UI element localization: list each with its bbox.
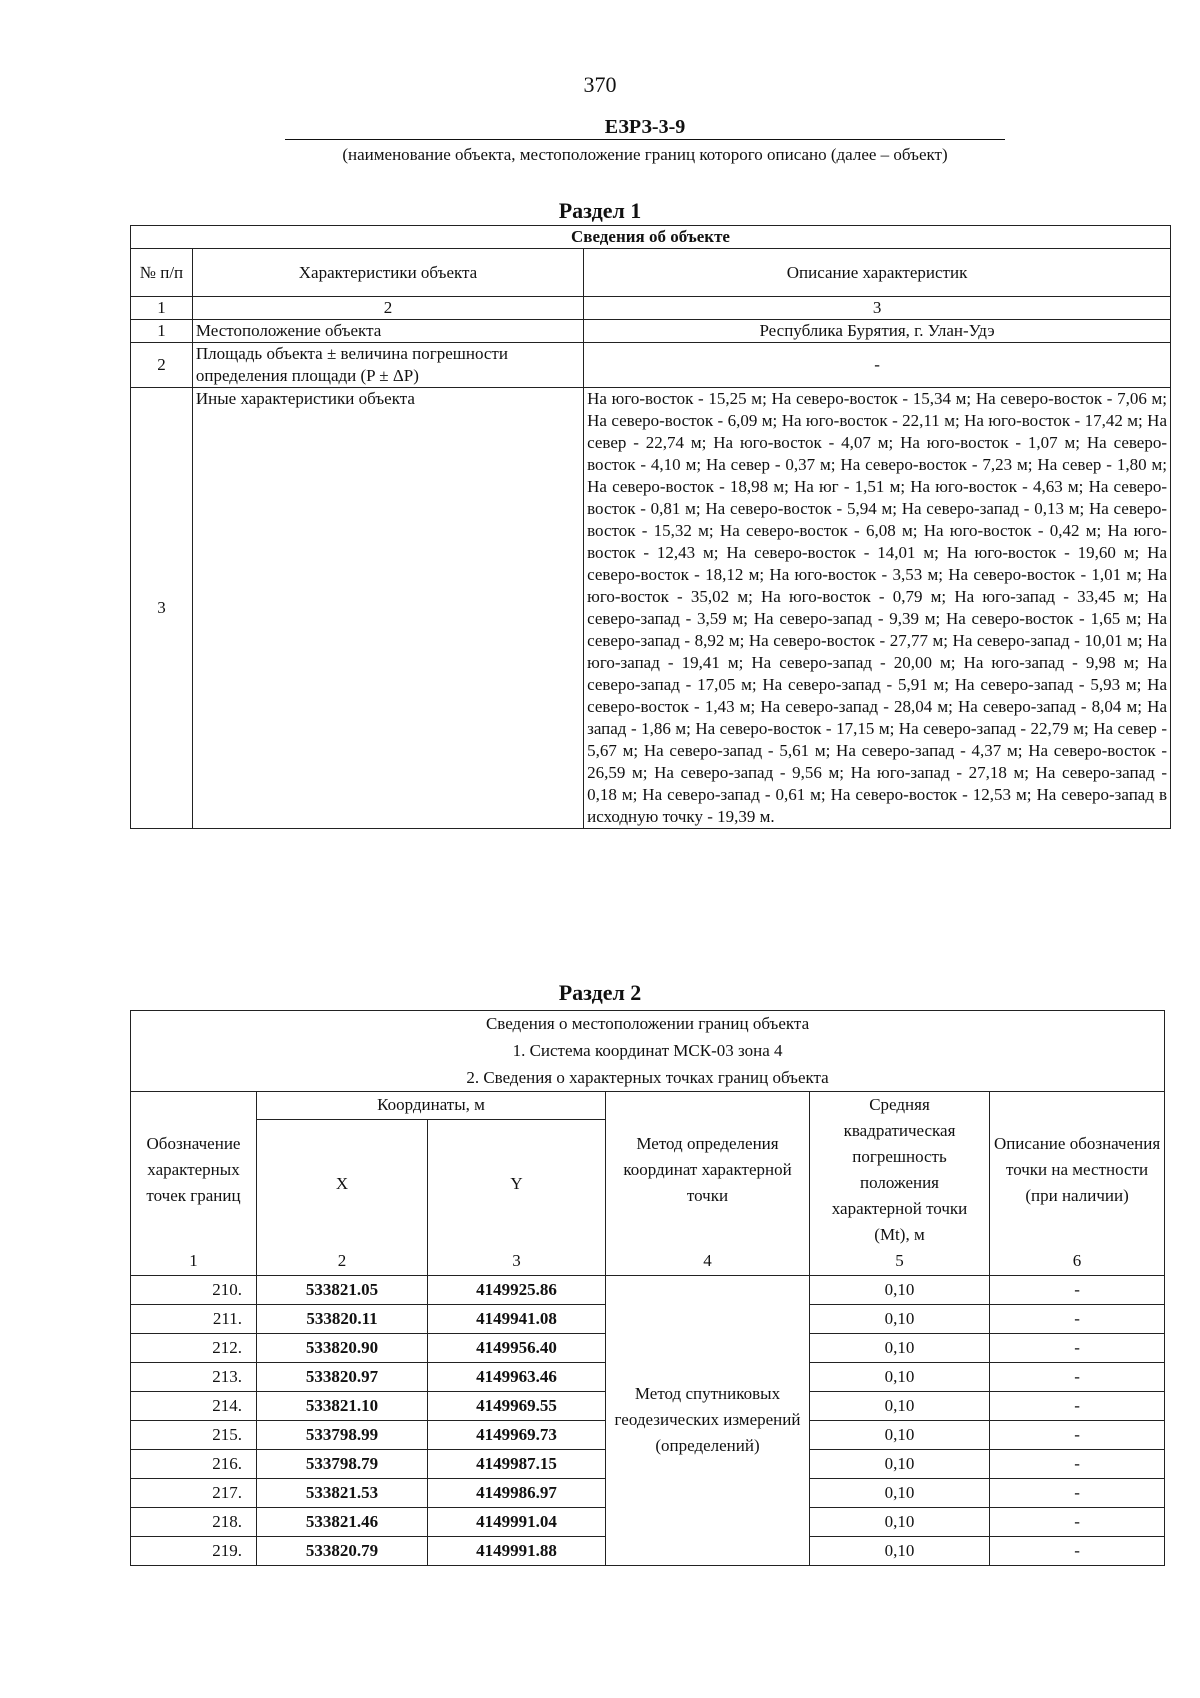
- point-id: 214.: [131, 1391, 257, 1420]
- point-id: 216.: [131, 1449, 257, 1478]
- point-y: 4149969.73: [428, 1420, 606, 1449]
- point-desc: -: [990, 1536, 1165, 1565]
- point-mt: 0,10: [810, 1304, 990, 1333]
- point-x: 533820.11: [257, 1304, 428, 1333]
- object-name-caption: (наименование объекта, местоположение границ которого описано (далее – объект): [342, 145, 948, 164]
- row-value: Республика Бурятия, г. Улан-Удэ: [584, 320, 1171, 343]
- point-y: 4149991.88: [428, 1536, 606, 1565]
- row-name: Местоположение объекта: [192, 320, 583, 343]
- section2-heading1: Сведения о местоположении границ объекта: [131, 1011, 1165, 1038]
- header-description: Описание характеристик: [584, 249, 1171, 297]
- col-number: 2: [192, 297, 583, 320]
- col-error-header: Средняя квадратическая погрешность положения характерной точки (Mt), м: [810, 1092, 990, 1249]
- point-y: 4149991.04: [428, 1507, 606, 1536]
- point-id: 218.: [131, 1507, 257, 1536]
- point-id: 219.: [131, 1536, 257, 1565]
- point-x: 533821.10: [257, 1391, 428, 1420]
- point-id: 210.: [131, 1275, 257, 1304]
- point-mt: 0,10: [810, 1391, 990, 1420]
- header-num: № п/п: [131, 249, 193, 297]
- section2-table: [130, 1010, 1165, 1566]
- table-row: [131, 1275, 1165, 1304]
- point-mt: 0,10: [810, 1362, 990, 1391]
- col-coords-header: Координаты, м: [257, 1092, 606, 1120]
- row-value: -: [584, 343, 1171, 388]
- section2-heading3: 2. Сведения о характерных точках границ объекта: [131, 1065, 1165, 1092]
- col-number: 2: [257, 1248, 428, 1275]
- point-y: 4149963.46: [428, 1362, 606, 1391]
- point-y: 4149986.97: [428, 1478, 606, 1507]
- col-number: 1: [131, 1248, 257, 1275]
- col-number: 3: [428, 1248, 606, 1275]
- point-id: 212.: [131, 1333, 257, 1362]
- col-number: 6: [990, 1248, 1165, 1275]
- point-y: 4149969.55: [428, 1391, 606, 1420]
- point-x: 533798.79: [257, 1449, 428, 1478]
- object-name: ЕЗРЗ-3-9: [285, 115, 1005, 140]
- row-num: 1: [131, 320, 193, 343]
- point-id: 211.: [131, 1304, 257, 1333]
- col-number: 1: [131, 297, 193, 320]
- point-desc: -: [990, 1507, 1165, 1536]
- row-num: 3: [131, 388, 193, 829]
- page-number: 370: [583, 72, 617, 97]
- point-x: 533821.46: [257, 1507, 428, 1536]
- point-desc: -: [990, 1275, 1165, 1304]
- point-desc: -: [990, 1478, 1165, 1507]
- row-name: Иные характеристики объекта: [192, 388, 583, 829]
- method-value: Метод спутниковых геодезических измерений (определений): [606, 1275, 810, 1565]
- col-x-header: X: [257, 1119, 428, 1248]
- point-x: 533820.79: [257, 1536, 428, 1565]
- point-mt: 0,10: [810, 1478, 990, 1507]
- col-point-header: Обозначение характерных точек границ: [131, 1092, 257, 1249]
- point-x: 533820.90: [257, 1333, 428, 1362]
- point-x: 533821.53: [257, 1478, 428, 1507]
- point-y: 4149987.15: [428, 1449, 606, 1478]
- point-id: 213.: [131, 1362, 257, 1391]
- point-mt: 0,10: [810, 1275, 990, 1304]
- point-mt: 0,10: [810, 1420, 990, 1449]
- point-desc: -: [990, 1304, 1165, 1333]
- section2-title: Раздел 2: [558, 980, 642, 1005]
- section1-table-title: Сведения об объекте: [131, 226, 1171, 249]
- section1-title: Раздел 1: [558, 198, 642, 223]
- col-number: 3: [584, 297, 1171, 320]
- row-name: Площадь объекта ± величина погрешности определения площади (P ± ΔP): [192, 343, 583, 388]
- row-value: На юго-восток - 15,25 м; На северо-восток - 15,34 м; На северо-восток - 7,06 м; На северо-восток - 6,09 м; На юго-восток - 22,11 м; На юго-восток - 17,42 м; На север - 22,74 м; На юго-восток - 4,07 м; На юго-восток - 1,07 м; На северо-восток - 4,10 м; На север - 0,37 м; На северо-восток - 7,23 м; На север - 1,80 м; На северо-восток - 18,98 м; На юг - 1,51 м; На юго-восток - 4,63 м; На северо-восток - 0,81 м; На северо-восток - 5,94 м; На северо-запад - 0,13 м; На северо-восток - 15,32 м; На северо-восток - 6,08 м; На юго-восток - 0,42 м; На юго-восток - 12,43 м; На северо-восток - 14,01 м; На юго-восток - 19,60 м; На северо-восток - 18,12 м; На юго-восток - 3,53 м; На северо-восток - 1,01 м; На юго-восток - 35,02 м; На юго-восток - 0,79 м; На юго-запад - 33,45 м; На северо-запад - 3,59 м; На северо-запад - 9,39 м; На северо-восток - 1,65 м; На северо-запад - 8,92 м; На северо-восток - 27,77 м; На северо-запад - 10,01 м; На юго-запад - 19,41 м; На северо-запад - 20,00 м; На юго-запад - 9,98 м; На северо-запад - 17,05 м; На северо-запад - 5,91 м; На северо-запад - 5,93 м; На северо-восток - 1,43 м; На северо-запад - 28,04 м; На северо-запад - 8,04 м; На запад - 1,86 м; На северо-восток - 17,15 м; На северо-запад - 22,79 м; На север - 5,67 м; На северо-запад - 5,61 м; На северо-запад - 4,37 м; На северо-восток - 26,59 м; На северо-запад - 9,56 м; На юго-запад - 27,18 м; На северо-запад - 0,18 м; На северо-запад - 0,61 м; На северо-восток - 12,53 м; На северо-запад в исходную точку - 19,39 м.: [584, 388, 1171, 829]
- col-number: 4: [606, 1248, 810, 1275]
- col-number: 5: [810, 1248, 990, 1275]
- point-mt: 0,10: [810, 1536, 990, 1565]
- point-desc: -: [990, 1420, 1165, 1449]
- point-id: 217.: [131, 1478, 257, 1507]
- col-desc-header: Описание обозначения точки на местности (при наличии): [990, 1092, 1165, 1249]
- point-desc: -: [990, 1391, 1165, 1420]
- col-y-header: Y: [428, 1119, 606, 1248]
- point-x: 533820.97: [257, 1362, 428, 1391]
- point-x: 533798.99: [257, 1420, 428, 1449]
- point-x: 533821.05: [257, 1275, 428, 1304]
- header-characteristic: Характеристики объекта: [192, 249, 583, 297]
- section2-heading2: 1. Система координат МСК-03 зона 4: [131, 1038, 1165, 1065]
- col-method-header: Метод определения координат характерной точки: [606, 1092, 810, 1249]
- point-desc: -: [990, 1333, 1165, 1362]
- row-num: 2: [131, 343, 193, 388]
- point-mt: 0,10: [810, 1333, 990, 1362]
- point-mt: 0,10: [810, 1449, 990, 1478]
- point-id: 215.: [131, 1420, 257, 1449]
- section1-table: [130, 225, 1171, 829]
- point-desc: -: [990, 1449, 1165, 1478]
- point-desc: -: [990, 1362, 1165, 1391]
- point-mt: 0,10: [810, 1507, 990, 1536]
- point-y: 4149941.08: [428, 1304, 606, 1333]
- point-y: 4149925.86: [428, 1275, 606, 1304]
- point-y: 4149956.40: [428, 1333, 606, 1362]
